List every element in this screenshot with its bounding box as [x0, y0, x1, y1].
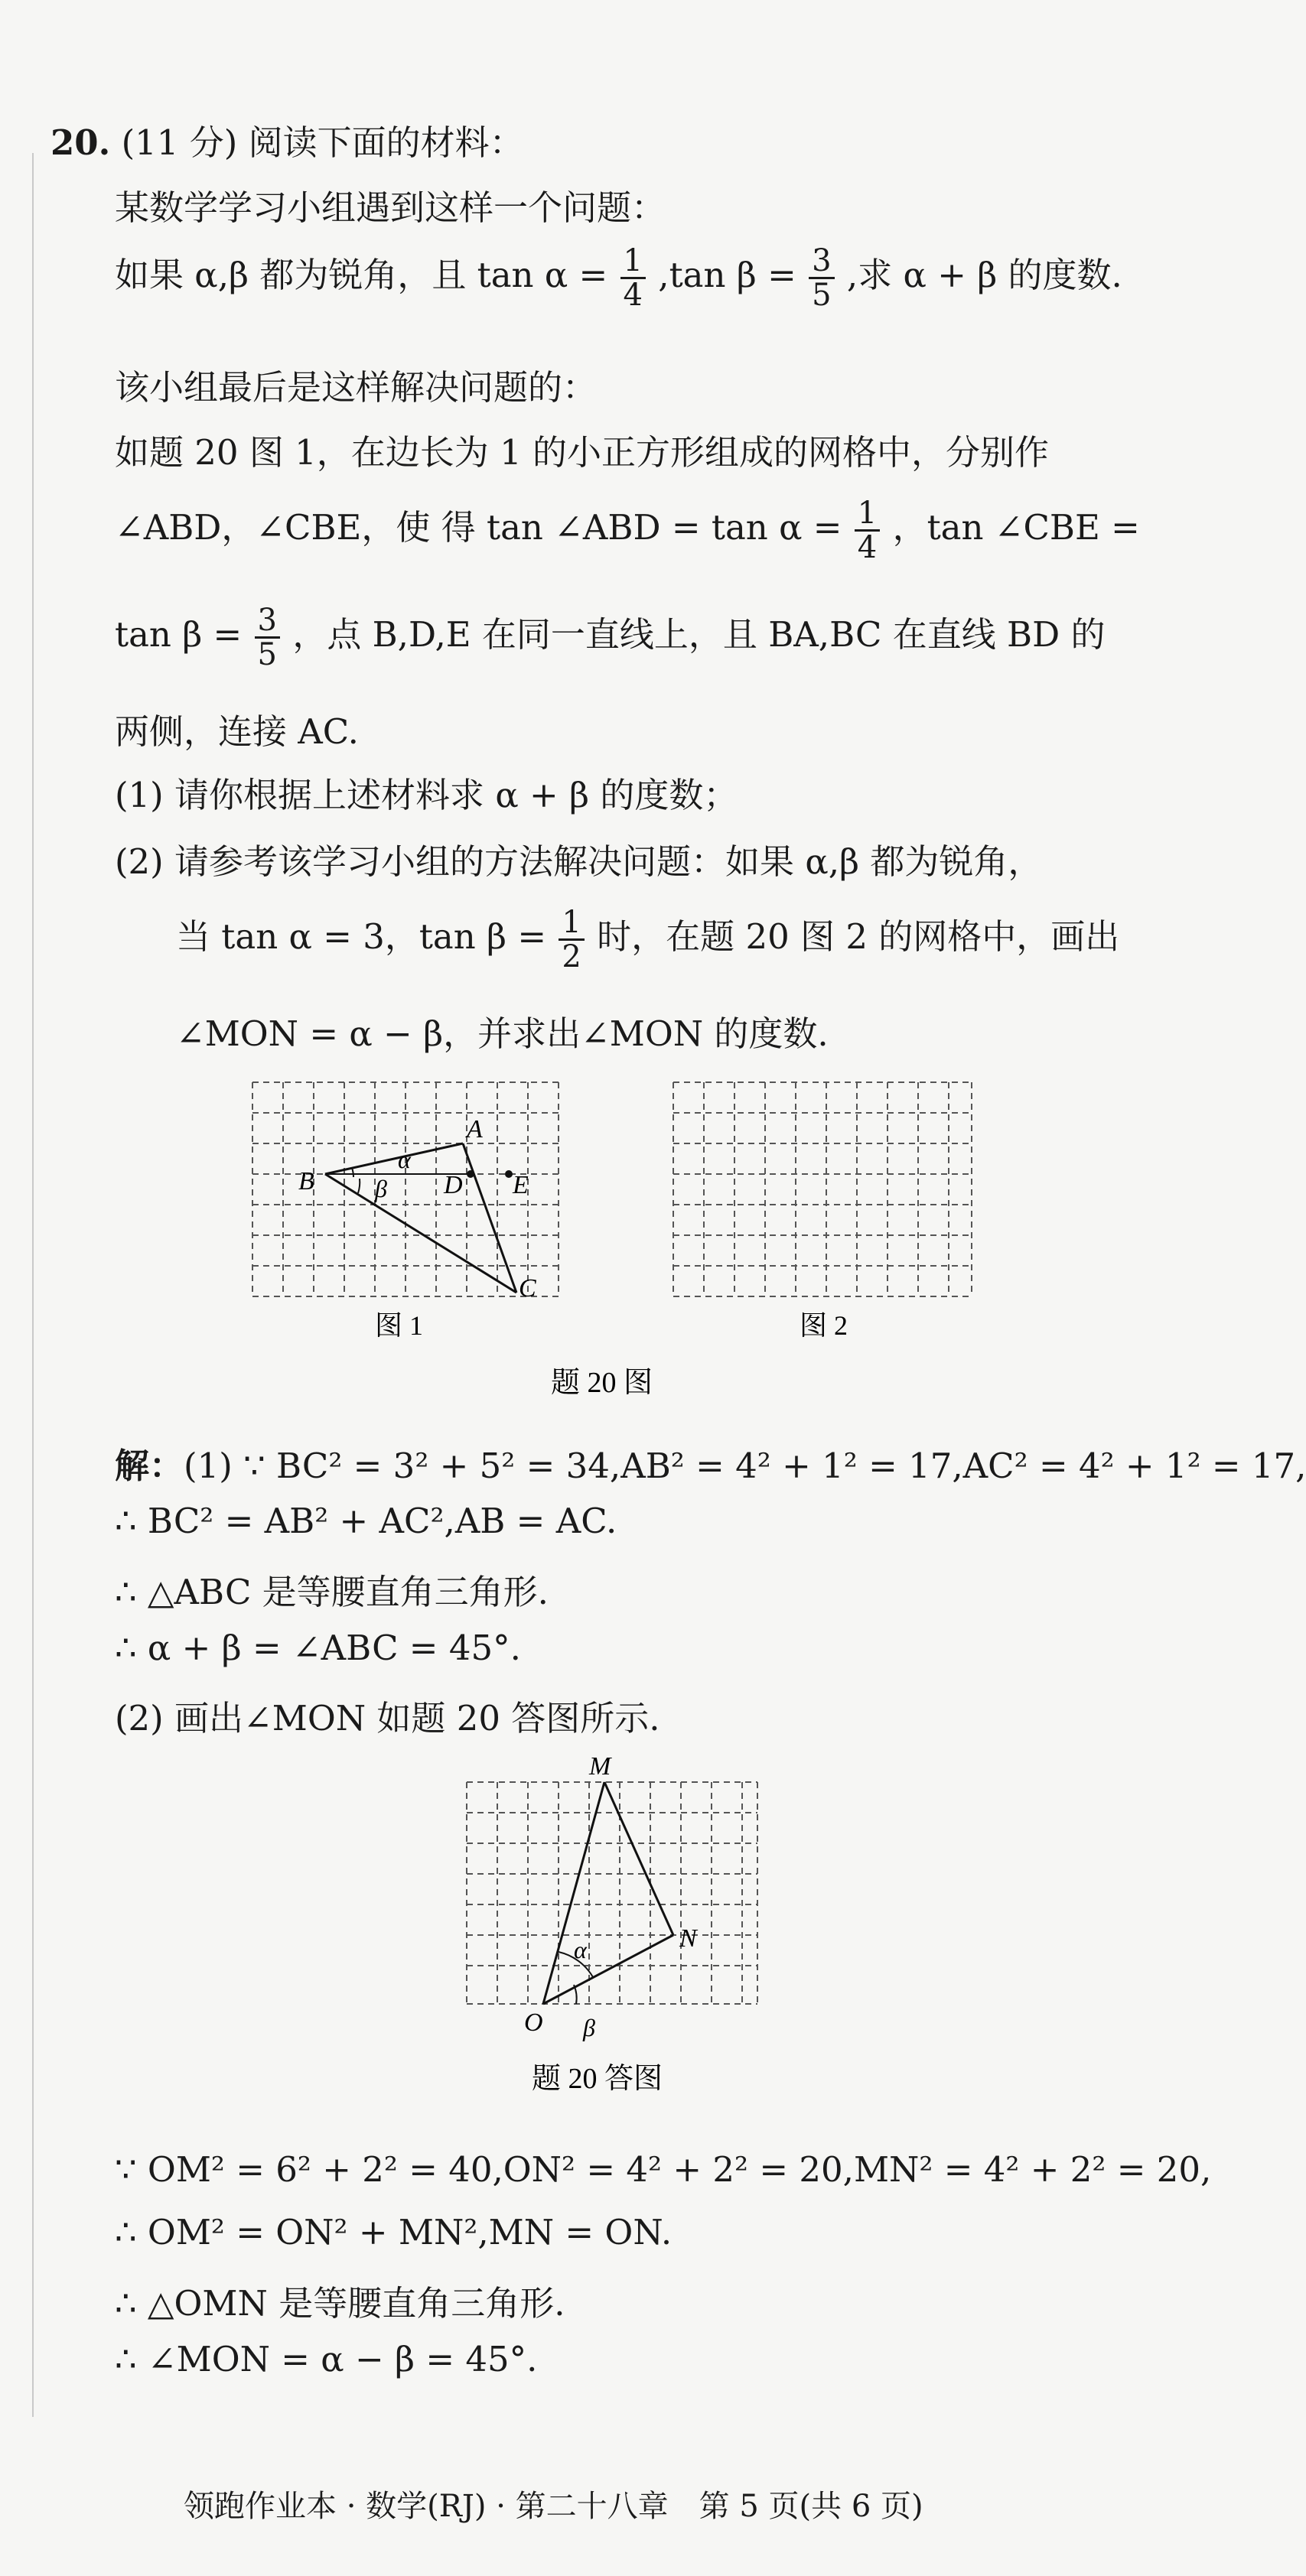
- label-m: M: [589, 1752, 611, 1781]
- solution-line1: [115, 1438, 1306, 1488]
- answer-figure: [459, 1751, 780, 2119]
- solution-s4: ∴ α + β = ∠ABC = 45°.: [115, 1628, 521, 1668]
- solution-s7: ∴ OM² = ON² + MN²,MN = ON.: [115, 2212, 673, 2252]
- triangle-omn: [543, 1782, 673, 2004]
- figure-1: [252, 1082, 559, 1341]
- frac-num: 1: [559, 906, 584, 941]
- problem-score: (11 分): [121, 122, 238, 163]
- label-beta-answer: β: [583, 2014, 595, 2041]
- method-line2-prefix: ∠ABD，∠CBE，使 得 tan ∠ABD = tan α =: [115, 507, 842, 548]
- label-beta: β: [375, 1175, 387, 1202]
- solution-s9: ∴ ∠MON = α − β = 45°.: [115, 2339, 538, 2379]
- part2-line3: ∠MON = α − β，并求出∠MON 的度数.: [176, 1013, 829, 1054]
- figure-group: [245, 1075, 979, 1399]
- solution-s8: ∴ △OMN 是等腰直角三角形.: [115, 2283, 565, 2324]
- frac-den: 5: [257, 637, 277, 672]
- label-n: N: [679, 1924, 697, 1953]
- method-line4: 两侧，连接 AC.: [115, 711, 359, 752]
- question-suffix: ,求 α + β 的度数.: [846, 255, 1122, 295]
- frac-num: 3: [255, 604, 280, 639]
- answer-caption: 题 20 答图: [532, 2063, 663, 2095]
- fraction-tan-beta-half: [559, 906, 584, 973]
- label-o: O: [524, 2008, 543, 2037]
- label-d: D: [444, 1171, 463, 1199]
- part2-line2-suffix: 时，在题 20 图 2 的网格中，画出: [597, 916, 1120, 957]
- solution-s1: (1) ∵ BC² = 3² + 5² = 34,AB² = 4² + 1² = 17,AC² = 4² + 1² = 17,: [184, 1446, 1306, 1486]
- method-line3-prefix: tan β =: [115, 614, 243, 655]
- fraction-tan-alpha: [620, 245, 646, 311]
- method-line2-suffix: ，tan ∠CBE =: [892, 507, 1140, 548]
- triangle-abc: [325, 1143, 516, 1293]
- solution-s5: (2) 画出∠MON 如题 20 答图所示.: [115, 1698, 660, 1738]
- solution-s2: ∴ BC² = AB² + AC²,AB = AC.: [115, 1501, 617, 1541]
- frac-num: 3: [809, 245, 834, 279]
- problem-header: [50, 115, 524, 164]
- frac-den: 5: [812, 278, 832, 313]
- margin-rule: [32, 153, 34, 2417]
- fig1-caption: 图 1: [375, 1310, 424, 1341]
- label-alpha-answer: α: [574, 1936, 587, 1963]
- method-line3-suffix: ，点 B,D,E 在同一直线上，且 BA,BC 在直线 BD 的: [292, 614, 1106, 655]
- solution-lead: 解：: [115, 1446, 184, 1486]
- label-b: B: [298, 1167, 314, 1195]
- question-prefix: 如果 α,β 都为锐角，且 tan α =: [115, 255, 608, 295]
- grid-2: [673, 1082, 972, 1296]
- problem-intro: 某数学学习小组遇到这样一个问题：: [115, 187, 666, 228]
- point-d: [467, 1170, 474, 1178]
- solution-s3: ∴ △ABC 是等腰直角三角形.: [115, 1572, 549, 1612]
- part1: (1) 请你根据上述材料求 α + β 的度数；: [115, 775, 738, 815]
- fraction-cbe: [255, 604, 280, 671]
- label-e: E: [513, 1171, 529, 1199]
- question-mid: ,tan β =: [658, 255, 796, 295]
- label-c: C: [519, 1274, 536, 1303]
- problem-question: [115, 245, 1122, 311]
- part2-line2: [176, 906, 1119, 973]
- frac-den: 2: [562, 939, 581, 974]
- fraction-abd: [855, 497, 880, 564]
- problem-number: 20.: [50, 122, 111, 163]
- solution-s6: ∵ OM² = 6² + 2² = 40,ON² = 4² + 2² = 20,MN² = 4² + 2² = 20,: [115, 2149, 1212, 2190]
- fig2-caption: 图 2: [800, 1310, 848, 1341]
- frac-num: 1: [855, 497, 880, 532]
- part2-line2-prefix: 当 tan α = 3，tan β =: [176, 916, 547, 957]
- method-line3: [115, 604, 1106, 671]
- part2-line1: (2) 请参考该学习小组的方法解决问题：如果 α,β 都为锐角，: [115, 841, 1043, 882]
- frac-num: 1: [620, 245, 646, 279]
- label-a: A: [467, 1115, 483, 1143]
- answer-grid: [467, 1782, 757, 2004]
- label-alpha: α: [398, 1146, 411, 1173]
- page-footer: 领跑作业本 · 数学(RJ) · 第二十八章 第 5 页(共 6 页): [184, 2489, 923, 2524]
- fraction-tan-beta: [809, 245, 834, 311]
- point-e: [505, 1170, 513, 1178]
- frac-den: 4: [857, 530, 878, 565]
- figure-2: [673, 1082, 972, 1341]
- method-intro: 该小组最后是这样解决问题的：: [115, 367, 598, 408]
- problem-heading: 阅读下面的材料：: [248, 122, 524, 163]
- method-line2: [115, 497, 1140, 564]
- method-line1: 如题 20 图 1，在边长为 1 的小正方形组成的网格中，分别作: [115, 432, 1050, 473]
- figure-group-caption: 题 20 图: [551, 1367, 653, 1399]
- frac-den: 4: [623, 278, 643, 313]
